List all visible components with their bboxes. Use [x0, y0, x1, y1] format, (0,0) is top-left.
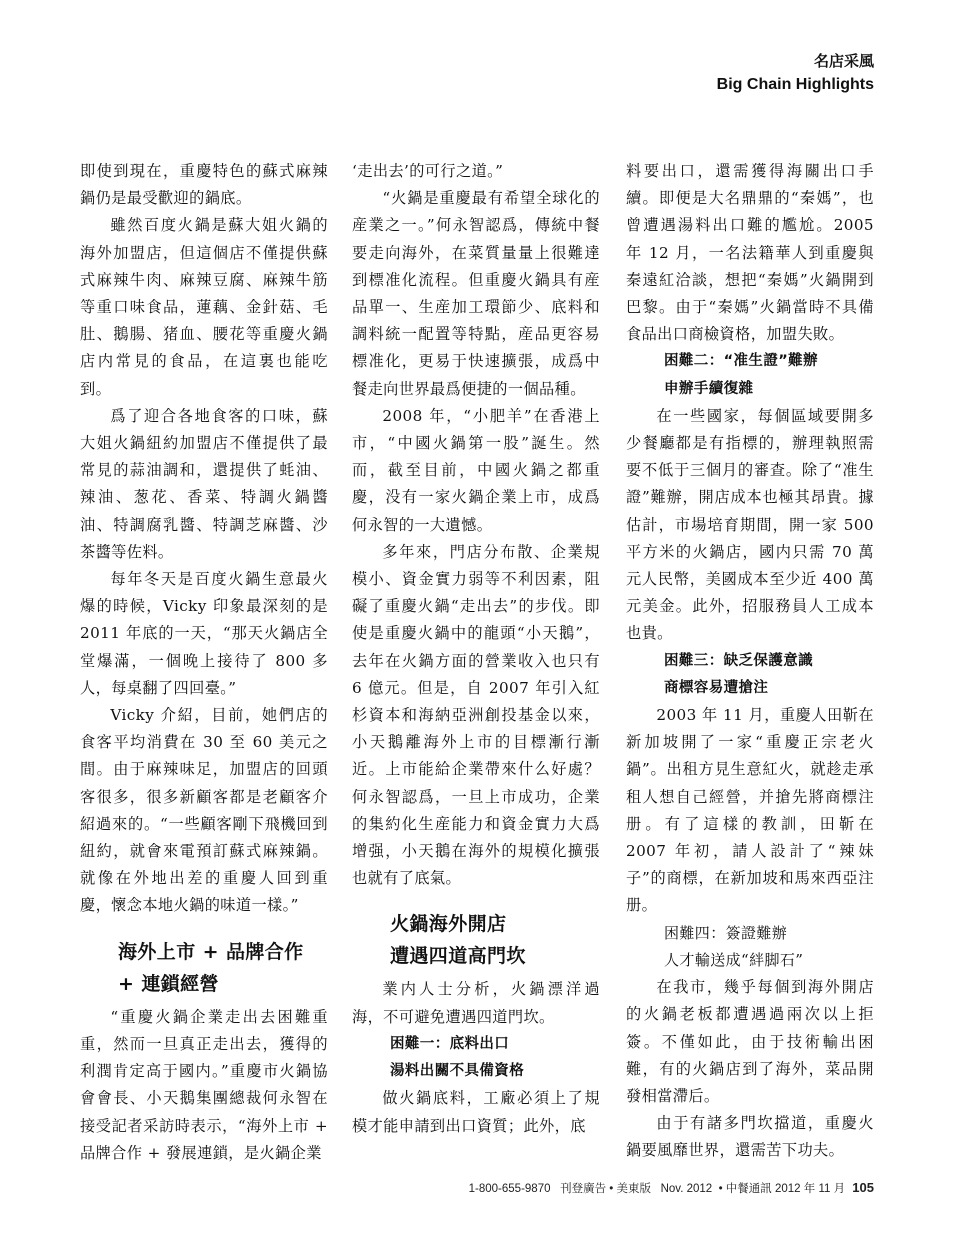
- section-heading-line: 火鍋海外開店: [390, 913, 507, 936]
- section-title-cn: 名店采風: [813, 52, 874, 70]
- article-column-1: [80, 158, 328, 1167]
- paragraph: 在一些國家，每個區域要開多少餐廳都是有指標的，辦理執照需要不低于三個月的審查。除了“准生證”難辦，開店成本也極其昂貴。據估計，市場培育期間，開一家 500 平方米的火鍋店，國内只需 70 萬元人民幣，美國成本至少近 400 萬元美金。此外，招服務員人工成本也貴。: [626, 406, 874, 643]
- paragraph: 多年來，門店分布散、企業規模小、資金實力弱等不利因素，阻礙了重慶火鍋“走出去”的步伐。即使是重慶火鍋中的龍頭“小天鵝”，去年在火鍋方面的營業收入也只有 6 億元。但是，自 2007 年引入紅杉資本和海納亞洲創投基金以來，小天鵝離海外上市的目標漸行漸近。上市能給企業帶來什么好處？何永智認爲，一旦上市成功，企業的集約化生産能力和資金實力大爲增强，小天鵝在海外的規模化擴張也就有了底氣。: [352, 542, 600, 888]
- paragraph: 由于有諸多門坎擋道，重慶火鍋要風靡世界，還需苦下功夫。: [626, 1114, 874, 1160]
- paragraph: Vicky 介紹，目前，她們店的食客平均消費在 30 至 60 美元之間。由于麻辣味足，加盟店的回頭客很多，很多新顧客都是老顧客介紹過來的。“一些顧客剛下飛機回到紐約，就會來電預訂蘇式麻辣鍋。就像在外地出差的重慶人回到重慶，懷念本地火鍋的味道一樣。”: [80, 706, 328, 915]
- footer-issue-en: Nov. 2012: [660, 1183, 713, 1195]
- paragraph: 2003 年 11 月，重慶人田靳在新加坡開了一家“重慶正宗老火鍋”。出租方見生意紅火，就趁走承租人想自己經營，并搶先將商標注册。有了這樣的教訓，田靳在 2007 年初，請人設計了“辣妹子”的商標，在新加坡和馬來西亞注册。: [626, 706, 874, 915]
- section-heading-line: 遭遇四道高門坎: [390, 945, 526, 968]
- article-column-2: [352, 158, 600, 1140]
- paragraph: 做火鍋底料，工廠必須上了規模才能申請到出口資質；此外，底: [352, 1089, 600, 1135]
- paragraph: 每年冬天是百度火鍋生意最火爆的時候，Vicky 印象最深刻的是 2011 年底的一天，“那天火鍋店全堂爆滿，一個晚上接待了 800 多人，每桌翻了四回臺。”: [80, 570, 328, 697]
- section-heading: [352, 908, 600, 972]
- paragraph: “重慶火鍋企業走出去困難重重，然而一旦真正走出去，獲得的利潤肯定高于國内。”重慶市火鍋協會會長、小天鵝集團總裁何永智在接受記者采訪時表示，“海外上市 + 品牌合作 + 發展連鎖，是火鍋企業: [80, 1007, 328, 1162]
- paragraph: ‘走出去’的可行之道。”: [352, 162, 504, 180]
- subheading: 困難二：“准生證”難辦: [664, 353, 818, 370]
- paragraph: 料要出口，還需獲得海關出口手續。即便是大名鼎鼎的“秦媽”，也曾遭遇湯料出口難的尷尬。2005 年 12 月，一名法籍華人到重慶與秦遠紅洽談，想把“秦媽”火鍋開到巴黎。由于“秦媽”火鍋當時不具備食品出口商檢資格，加盟失敗。: [626, 162, 874, 344]
- paragraph: 2008 年，“小肥羊”在香港上市，“中國火鍋第一股”誕生。然而，截至目前，中國火鍋之都重慶，没有一家火鍋企業上市，成爲何永智的一大遺憾。: [352, 406, 600, 534]
- section-title-en: Big Chain Highlights: [716, 76, 874, 93]
- footer-issue-cn: • 中餐通訊 2012 年 11 月: [718, 1183, 846, 1195]
- paragraph: 雖然百度火鍋是蘇大姐火鍋的海外加盟店，但這個店不僅提供蘇式麻辣牛肉、麻辣豆腐、麻辣牛筋等重口味食品，蓮藕、金針菇、毛肚、鵝腸、猪血、腰花等重慶火鍋店内常見的食品，在這裏也能吃到。: [80, 216, 328, 398]
- subheading: 困難三：缺乏保護意識: [664, 652, 813, 669]
- page-footer: [469, 1180, 874, 1196]
- subheading: 困難一：底料出口: [390, 1035, 510, 1052]
- subheading: 人才輸送成“絆脚石”: [664, 950, 804, 969]
- subheading: 湯料出關不具備資格: [390, 1063, 525, 1080]
- footer-ad-text: 刊登廣告 • 美東版: [560, 1183, 651, 1195]
- article-column-3: [626, 158, 874, 1165]
- section-heading: [80, 936, 328, 1000]
- subheading: 商標容易遭搶注: [664, 679, 769, 696]
- paragraph: 即使到現在，重慶特色的蘇式麻辣鍋仍是最受歡迎的鍋底。: [80, 162, 328, 208]
- paragraph: 在我市，幾乎每個到海外開店的火鍋老板都遭遇過兩次以上拒簽。不僅如此，由于技術輸出困難，有的火鍋店到了海外，菜品開發相當滯后。: [626, 978, 874, 1105]
- subheading: 申辦手續復雜: [664, 380, 754, 397]
- paragraph: 爲了迎合各地食客的口味，蘇大姐火鍋紐約加盟店不僅提供了最常見的蒜油調和，還提供了蚝油、辣油、葱花、香菜、特調火鍋醬油、特調腐乳醬、特調芝麻醬、沙茶醬等佐料。: [80, 406, 328, 561]
- page-number: 105: [852, 1180, 874, 1195]
- paragraph: “火鍋是重慶最有希望全球化的産業之一。”何永智認爲，傳統中餐要走向海外，在菜質量量上很難達到標准化流程。但重慶火鍋具有産品單一、生産加工環節少、底料和調料統一配置等特點，産品更容易標准化，更易于快速擴張，成爲中餐走向世界最爲便捷的一個品種。: [352, 189, 600, 398]
- subheading: 困難四：簽證難辦: [664, 923, 788, 942]
- paragraph: 業内人士分析，火鍋漂洋過海，不可避免遭遇四道門坎。: [352, 980, 600, 1026]
- footer-phone: 1-800-655-9870: [468, 1183, 551, 1195]
- section-heading-line: 海外上市 + 品牌合作: [118, 940, 304, 963]
- section-heading-line: + 連鎖經營: [118, 972, 219, 995]
